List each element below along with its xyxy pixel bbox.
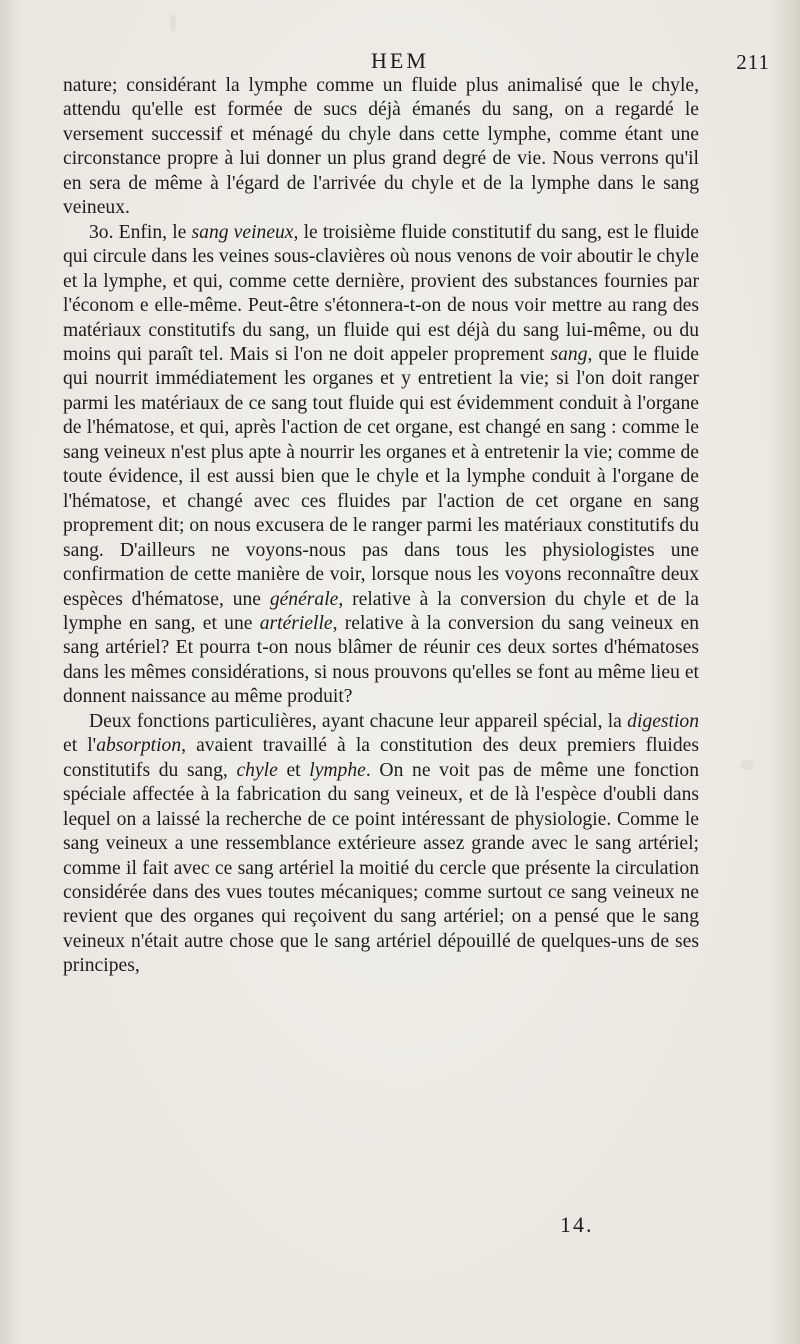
text-run: 3o. Enfin, le bbox=[89, 221, 192, 243]
text-run: et l' bbox=[63, 735, 97, 757]
body-text bbox=[63, 74, 699, 979]
paragraph bbox=[63, 221, 699, 710]
italic-term: artérielle bbox=[259, 612, 333, 634]
text-run: nature; considérant la lymphe comme un fluide plus animalisé que le chyle, attendu qu'elle est formée de sucs déjà émanés du sang, on a regardé le versement successif et ménagé du chyle dans cette lymphe, comme étant une circonstance propre à lui donner un plus grand degré de vie. Nous verrons qu'il en sera de même à l'égard de l'arrivée du chyle et de la lymphe dans le sang veineux. bbox=[63, 75, 699, 219]
italic-term: générale bbox=[269, 588, 339, 610]
page-header bbox=[0, 44, 800, 78]
italic-term: absorption bbox=[96, 735, 182, 757]
text-run: , le troisième fluide constitutif du sang, est le fluide qui circule dans les veines sous-clavières où nous venons de voir aboutir le chyle et la lymphe, et qui, comme cette dernière, provient des substances fournies par l'économ e elle-même. Peut-être s'étonnera-t-on de nous voir mettre au rang des matériaux constitutifs du sang, un fluide qui est déjà du sang lui-même, ou du moins qui paraît tel. Mais si l'on ne doit appeler proprement bbox=[63, 221, 699, 365]
text-run: . On ne voit pas de même une fonction spéciale affectée à la fabrication du sang veineux, et de là l'espèce d'oubli dans lequel on a laissé la recherche de ce point intéressant de physiologie. Comme le sang veineux a une ressemblance extérieure assez grande avec le sang artériel; comme il fait avec ce sang artériel la moitié du cercle que présente la circulation considérée dans des vues toutes mécaniques; comme surtout ce sang veineux ne revient que des organes qui reçoivent du sang artériel; on a pensé que le sang veineux n'était autre chose que le sang artériel dépouillé de quelques-uns de ses principes, bbox=[63, 759, 699, 977]
page-number: 211 bbox=[736, 50, 770, 74]
italic-term: sang veineux bbox=[191, 221, 294, 243]
paragraph bbox=[63, 710, 699, 979]
text-run: , avaient travaillé à la constitution des deux premiers fluides constitutifs du sang, bbox=[63, 735, 699, 781]
italic-term: lymphe bbox=[309, 759, 366, 781]
text-run: et bbox=[277, 759, 310, 781]
text-run: , que le fluide qui nourrit immédiatement les organes et y entretient la vie; si l'on doit ranger parmi les matériaux de ce sang tout fluide qui est évidemment conduit à l'organe de l'hématose, et qui, après l'action de cet organe, est changé en sang : comme le sang veineux n'est plus apte à nourrir les organes et à entretenir la vie; comme de toute évidence, il est aussi bien que le chyle et la lymphe conduit à l'organe de l'hématose, et changé avec ces fluides par l'action de cet organe en sang proprement dit; on nous excusera de le ranger parmi les matériaux constitutifs du sang. D'ailleurs ne voyons-nous pas dans tous les physiologistes une confirmation de cette manière de voir, lorsque nous les voyons reconnaître deux espèces d'hématose, une bbox=[63, 343, 699, 610]
text-run: , relative à la conversion du sang veineux en sang artériel? Et pourra t-on nous blâmer de réunir ces deux sortes d'hématoses dans les mêmes considérations, si nous prouvons qu'elles se font au même lieu et donnent naissance au même produit? bbox=[63, 612, 699, 708]
italic-term: sang bbox=[550, 343, 588, 365]
text-run: Deux fonctions particulières, ayant chacune leur appareil spécial, la bbox=[89, 710, 628, 732]
italic-term: chyle bbox=[236, 759, 278, 781]
paper-stain bbox=[170, 14, 176, 32]
paragraph bbox=[63, 74, 699, 221]
signature-mark: 14. bbox=[560, 1212, 594, 1237]
paper-stain bbox=[740, 760, 754, 770]
running-head: HEM bbox=[371, 48, 429, 73]
italic-term: digestion bbox=[627, 710, 699, 732]
text-run: , relative à la conversion du chyle et de la lymphe en sang, et une bbox=[63, 588, 699, 634]
